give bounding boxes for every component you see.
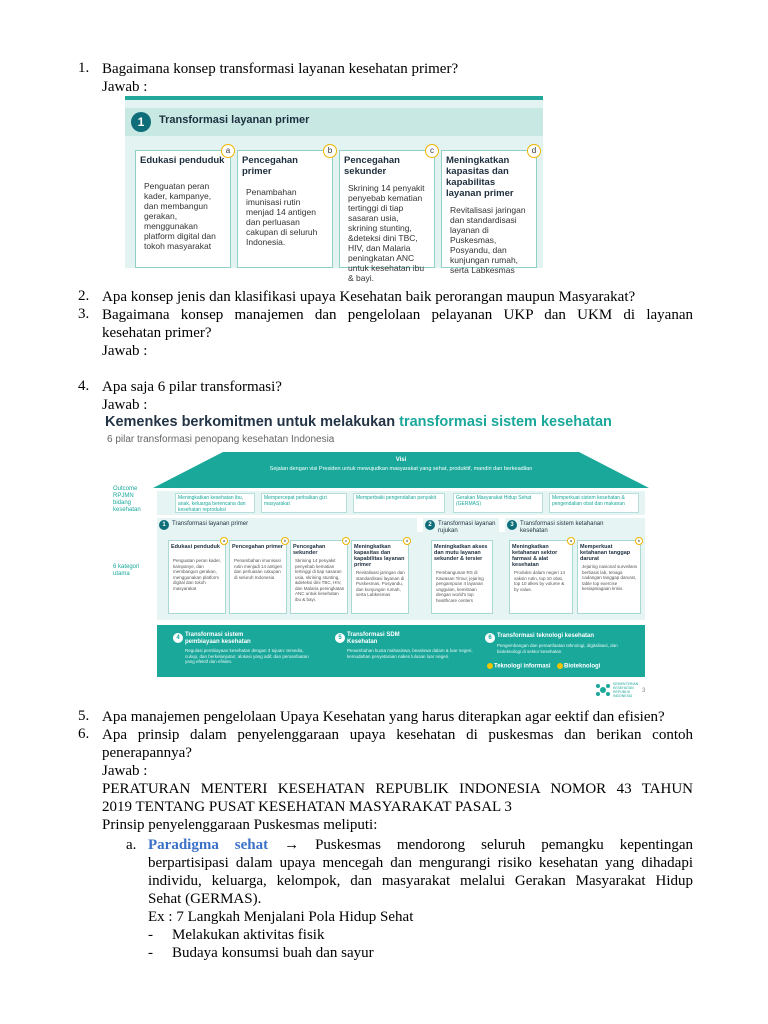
outcome-card: Memperbaiki pengendalian penyakit <box>353 493 445 513</box>
logo-text: KEMENTERIAN KESEHATAN REPUBLIK INDONESIA <box>613 682 639 698</box>
slide-page-number: 3 <box>642 688 646 694</box>
tech-info-label <box>487 663 551 670</box>
q3-text-line2: kesehatan primer? <box>102 325 212 341</box>
pillar-1-header <box>157 518 417 532</box>
pillar-label: Transformasi sistem ketahanan kesehatan <box>520 521 604 534</box>
pillar-body: Regulasi pembiayaan kesehatan dengan 3 tujuan: tersedia, cukup, dan berkelanjutan; alokasi yang adil; dan pemanfaatan yang efektif dan efisien. <box>185 648 309 664</box>
card-badge: b <box>323 144 337 158</box>
q1-number: 1. <box>78 60 90 76</box>
item-line4: Sehat (GERMAS). <box>148 891 262 907</box>
card-badge: d <box>527 144 541 158</box>
vision-title: Visi <box>395 457 407 463</box>
q6-text-line1: Apa prinsip dalam penyelenggaraan upaya kesehatan di puskesmas dan berikan contoh <box>102 727 693 743</box>
figure-layanan-primer <box>125 96 543 283</box>
card-badge: c <box>425 144 439 158</box>
figure-title <box>105 414 612 430</box>
card-body: Skrining 14 penyakit penyebab kematian tertinggi di tiap sasaran usia, skrining stunting, &deteksi dini TBC, HIV, dan Malaria peningkatan ANC untuk kesehatan ibu & bayi. <box>348 183 425 283</box>
pillar-3-header <box>505 518 645 538</box>
q2-number: 2. <box>78 288 90 304</box>
pillar-number-badge: 1 <box>131 112 151 132</box>
pillar-label: Transformasi layanan primer <box>172 521 249 527</box>
card-title: Meningkatkan ketahanan sektor farmasi & alat kesehatan <box>512 544 558 568</box>
title-part-b: transformasi sistem kesehatan <box>399 414 612 430</box>
card-body: Penguatan peran kader, kampanye, dan membangun gerakan, menggunakan platform digital dan tokoh masyarakat <box>144 181 216 251</box>
card-title: Meningkatkan kapasitas dan kapabilitas layanan primer <box>446 155 514 199</box>
pillar-title: Transformasi sistem pembiayaan kesehatan <box>185 632 251 645</box>
item-line1-text: Puskesmas mendorong seluruh pemangku kepentingan <box>315 837 694 853</box>
outcome-card: Memperkuat sistem kesehatan & pengendalian obat dan makanan <box>549 493 639 513</box>
pillar-number: 2 <box>425 520 435 530</box>
card-title: Pencegahan primer <box>242 155 298 177</box>
regulation-line1: PERATURAN MENTERI KESEHATAN REPUBLIK INDONESIA NOMOR 43 TAHUN <box>102 781 693 797</box>
card-edukasi <box>135 146 231 268</box>
card-body: Jejaring nasional surveilans berbasis lab, tenaga cadangan tanggap darurat, table top exercise kesiapsiagaan krisis. <box>582 564 638 591</box>
bullet-dash: - <box>148 945 153 961</box>
q3-text-line1: Bagaimana konsep manajemen dan pengelolaan pelayanan UKP dan UKM di layanan <box>102 307 693 323</box>
q4-text: Apa saja 6 pilar transformasi? <box>102 379 282 395</box>
card-kapasitas <box>441 146 537 275</box>
example-heading: Ex : 7 Langkah Menjalani Pola Hidup Sehat <box>148 909 414 925</box>
outcome-card: Meningkatkan kesehatan ibu, anak, keluarga berencana dan kesehatan reproduksi <box>175 493 255 513</box>
pillar-title: Transformasi SDM Kesehatan <box>347 632 400 645</box>
title-part-a: Kemenkes berkomitmen untuk melakukan <box>105 414 400 430</box>
pillar-number: 6 <box>485 633 495 643</box>
item-line3: individu, keluarga, kelompok, dan masyarakat melalui Gerakan Masyarakat Hidup <box>148 873 693 889</box>
card-body: Pembangunan RS di Kawasan Timur, jejaring pengampuan 4 layanan unggulan, kemitraan dengan world's top healthcare centers <box>436 570 484 603</box>
bullet-dot-icon <box>557 663 563 669</box>
pillar-body: Pengembangan dan pemanfaatan teknologi, digitalisasi, dan bioteknologi di sektor kesehatan. <box>497 643 618 654</box>
pillar-card <box>509 540 573 614</box>
card-badge: c <box>342 537 350 545</box>
card-badge: a <box>221 144 235 158</box>
card-title: Pencegahan primer <box>232 544 284 550</box>
pillar-number: 5 <box>335 633 345 643</box>
q4-answer-label: Jawab : <box>102 397 148 413</box>
regulation-line2: 2019 TENTANG PUSAT KESEHATAN MASYARAKAT PASAL 3 <box>102 799 512 815</box>
tech-info-text: Teknologi informasi <box>494 663 551 670</box>
q6-text-line2: penerapannya? <box>102 745 192 761</box>
pillar-card <box>577 540 641 614</box>
category-label: 6 kategori utama <box>113 564 140 577</box>
card-title: Pencegahan sekunder <box>293 544 326 556</box>
paradigma-sehat-title: Paradigma sehat <box>148 837 269 853</box>
q6-answer-label: Jawab : <box>102 763 148 779</box>
pillar-number: 4 <box>173 633 183 643</box>
card-badge: b <box>635 537 643 545</box>
bullet-item: Melakukan aktivitas fisik <box>172 927 325 943</box>
pillar-body: Penambahan kuota mahasiswa, beasiswa dalam & luar negeri, kemudahan penyetaraan nakes lulusan luar negeri. <box>347 648 473 659</box>
card-badge: d <box>403 537 411 545</box>
pillar-card <box>290 540 348 614</box>
card-title: Meningkatkan akses dan mutu layanan sekunder & tersier <box>434 544 488 562</box>
item-line1 <box>148 836 693 854</box>
item-line2: berpartisipasi dalam upaya mencegah dan mengurangi risiko kesehatan yang dihadapi <box>148 855 693 871</box>
q3-number: 3. <box>78 306 90 322</box>
card-body: Skrining 14 penyakit penyebab kematian tertinggi di tiap sasaran usia, skrining stunting, &deteksi dini TBC, HIV, dan Malaria peningkatan ANC untuk kesehatan ibu & bayi. <box>295 558 345 602</box>
bullet-dash: - <box>148 927 153 943</box>
card-body: Penguatan peran kader, kampanye, dan membangun gerakan, menggunakan platform digital dan tokoh masyarakat <box>173 558 222 591</box>
bullet-dot-icon <box>487 663 493 669</box>
card-badge: b <box>281 537 289 545</box>
outcome-card: Gerakan Masyarakat Hidup Sehat (GERMAS) <box>453 493 543 513</box>
principle-intro: Prinsip penyelenggaraan Puskesmas meliputi: <box>102 817 378 833</box>
pillar-card <box>351 540 409 614</box>
outcome-card: Mempercepat perbaikan gizi masyarakat <box>261 493 347 513</box>
q3-answer-label: Jawab : <box>102 343 148 359</box>
vision-body: Sejalan dengan visi Presiden untuk mewujudkan masyarakat yang sehat, produktif, mandiri dan berkeadilan <box>269 466 533 472</box>
pillar-card <box>229 540 287 614</box>
figure-6-pilar <box>105 414 650 700</box>
item-letter: a. <box>126 837 137 853</box>
card-badge: a <box>220 537 228 545</box>
bullet-item: Budaya konsumsi buah dan sayur <box>172 945 374 961</box>
card-badge: a <box>567 537 575 545</box>
q2-text: Apa konsep jenis dan klasifikasi upaya Kesehatan baik perorangan maupun Masyarakat? <box>102 289 636 305</box>
outcome-label: Outcome RPJMN bidang kesehatan <box>113 486 141 513</box>
card-pencegahan-sekunder <box>339 146 435 283</box>
card-body: Produksi dalam negeri 14 vaksin rutin, top 10 obat, top 10 alkes by volume & by value. <box>514 570 566 592</box>
arrow-right-icon: → <box>284 837 300 853</box>
pillar-card <box>431 540 493 614</box>
pillar-number: 3 <box>507 520 517 530</box>
card-title: Pencegahan sekunder <box>344 155 400 177</box>
figure-title: Transformasi layanan primer <box>159 114 310 126</box>
biotech-text: Bioteknologi <box>564 663 601 670</box>
figure-header <box>125 108 543 136</box>
pillar-number: 1 <box>159 520 169 530</box>
pillar-title: Transformasi teknologi kesehatan <box>497 633 595 639</box>
card-title: Edukasi penduduk <box>171 544 220 550</box>
card-body: Revitalisasi jaringan dan standardisasi layanan di Puskesmas, Posyandu, dan kunjungan rumah, serta Labkesmas <box>356 570 405 597</box>
q4-number: 4. <box>78 378 90 394</box>
q5-number: 5. <box>78 708 90 724</box>
foundation-row <box>157 625 645 677</box>
biotech-label <box>557 663 600 670</box>
card-title: Meningkatkan kapasitas dan kapabilitas layanan primer <box>354 544 405 568</box>
card-pencegahan-primer <box>237 146 333 268</box>
card-body: Penambahan imunisasi rutin menjadi 14 antigen dan perluasan cakupan di seluruh Indonesia <box>234 558 283 580</box>
card-body: Penambahan imunisasi rutin menjad 14 antigen dan perluasan cakupan di seluruh Indonesia. <box>246 187 318 247</box>
card-title: Memperkuat ketahanan tanggap darurat <box>580 544 631 562</box>
q1-text: Bagaimana konsep transformasi layanan kesehatan primer? <box>102 61 459 77</box>
figure-subtitle: 6 pilar transformasi penopang kesehatan Indonesia <box>107 434 335 445</box>
pillar-card <box>168 540 226 614</box>
card-title: Edukasi penduduk <box>140 155 225 166</box>
q5-text: Apa manajemen pengelolaan Upaya Kesehatan yang harus diterapkan agar eektif dan efisien? <box>102 709 665 725</box>
q6-number: 6. <box>78 726 90 742</box>
q1-answer-label: Jawab : <box>102 79 148 95</box>
card-body: Revitalisasi jaringan dan standardisasi layanan di Puskesmas, Posyandu, dan kunjungan rumah, serta Labkesmas <box>450 205 526 275</box>
pillar-2-header <box>423 518 499 538</box>
outcome-row <box>157 491 645 515</box>
pillar-label: Transformasi layanan rujukan <box>438 521 496 534</box>
